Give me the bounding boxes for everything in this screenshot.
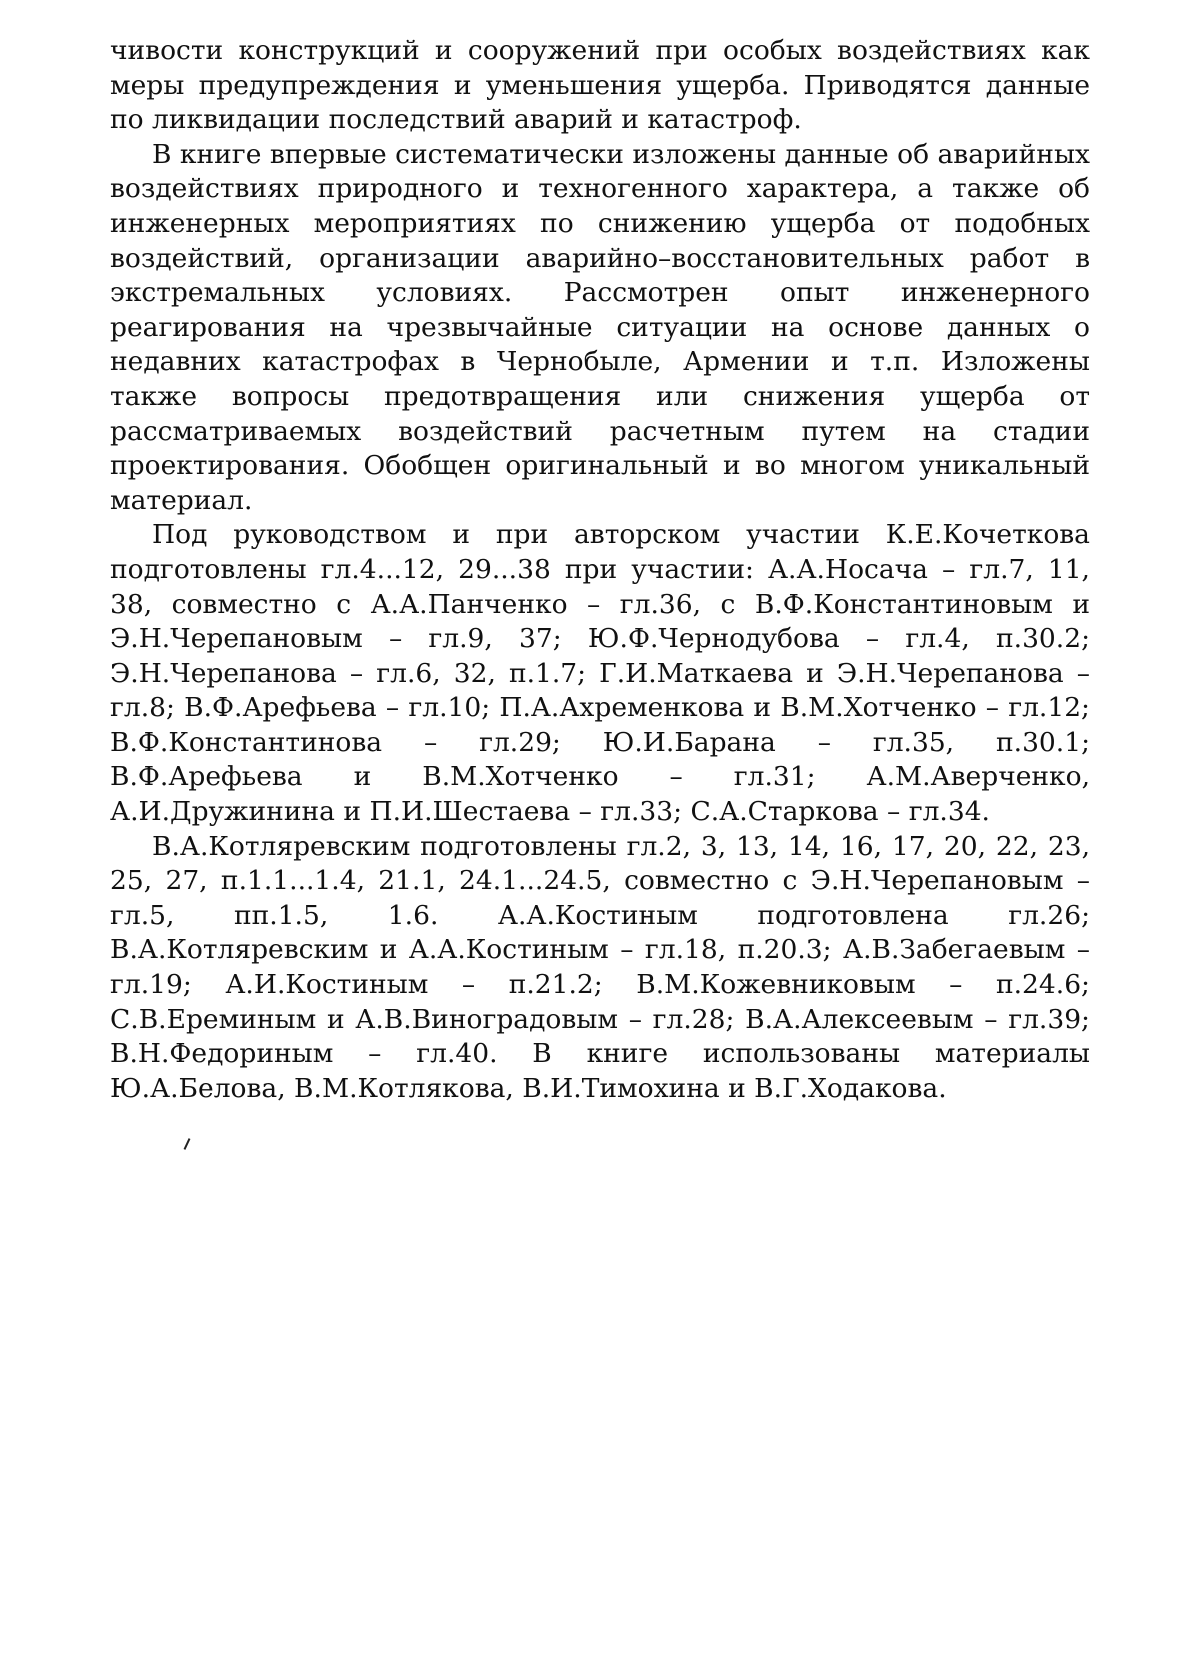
paragraph-authors-kotlyarevsky: В.А.Котляревским подготовлены гл.2, 3, 13, 14, 16, 17, 20, 22, 23, 25, 27, п.1.1...1.4, 21.1, 24.1...24.5, совместно с Э.Н.Черепановым – гл.5, пп.1.5, 1.6. А.А.Костиным подготовлена гл.26; В.А.Котляревским и А.А.Костиным – гл.18, п.20.3; А.В.Забегаевым – гл.19; А.И.Костиным – п.21.2; В.М.Кожевниковым – п.24.6; С.В.Ереминым и А.В.Виноградовым – гл.28; В.А.Алексеевым – гл.39; В.Н.Федориным – гл.40. В книге использованы материалы Ю.А.Белова, В.М.Котлякова, В.И.Тимохина и В.Г.Ходакова.	[110, 830, 1090, 1104]
paragraph-continuation: чивости конструкций и сооружений при особых воздействиях как меры предупреждения и уменьшения ущерба. Приводятся данные по ликвидации последствий аварий и катастроф.	[110, 35, 1090, 136]
scan-artifact-mark	[184, 1138, 191, 1150]
document-page	[110, 34, 1090, 1106]
paragraph-book-summary: В книге впервые систематически изложены данные об аварийных воздействиях природного и техногенного характера, а также об инженерных мероприятиях по снижению ущерба от подобных воздействий, организации аварийно–восстановительных работ в экстремальных условиях. Рассмотрен опыт инженерного реагирования на чрезвычайные ситуации на основе данных о недавних катастрофах в Чернобыле, Армении и т.п. Изложены также вопросы предотвращения или снижения ущерба от рассматриваемых воздействий расчетным путем на стадии проектирования. Обобщен оригинальный и во многом уникальный материал.	[110, 138, 1090, 516]
paragraph-authors-kochetkov: Под руководством и при авторском участии К.Е.Кочеткова подготовлены гл.4...12, 29...38 при участии: А.А.Носача – гл.7, 11, 38, совместно с А.А.Панченко – гл.36, с В.Ф.Константиновым и Э.Н.Черепановым – гл.9, 37; Ю.Ф.Чернодубова – гл.4, п.30.2; Э.Н.Черепанова – гл.6, 32, п.1.7; Г.И.Маткаева и Э.Н.Черепанова – гл.8; В.Ф.Арефьева – гл.10; П.А.Ахременкова и В.М.Хотченко – гл.12; В.Ф.Константинова – гл.29; Ю.И.Барана – гл.35, п.30.1; В.Ф.Арефьева и В.М.Хотченко – гл.31; А.М.Аверченко, А.И.Дружинина и П.И.Шестаева – гл.33; С.А.Старкова – гл.34.	[110, 519, 1090, 828]
